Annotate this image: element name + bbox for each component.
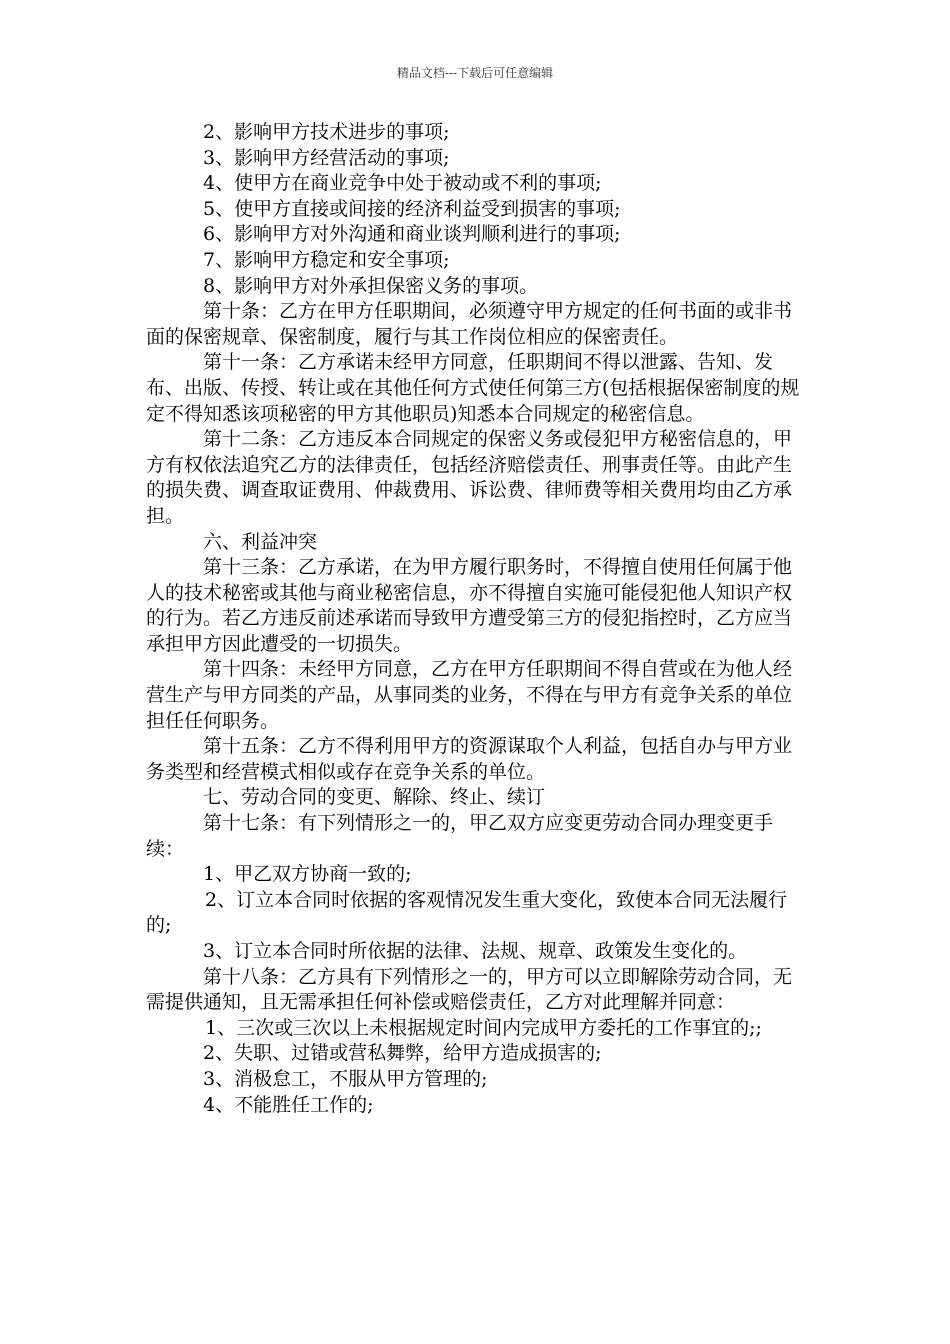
list-item: 8、影响甲方对外承担保密义务的事项。 [203,274,539,297]
list-item: 1、三次或三次以上未根据规定时间内完成甲方委托的工作事宜的;; [205,1016,762,1039]
list-item: 7、影响甲方稳定和安全事项; [203,248,450,271]
article-paragraph: 第十五条：乙方不得利用甲方的资源谋取个人利益，包括自办与甲方业务类型和经营模式相似或存在竞争关系的单位。 [146,735,793,783]
article-paragraph: 第十三条：乙方承诺，在为甲方履行职务时，不得擅自使用任何属于他人的技术秘密或其他与商业秘密信息，亦不得擅自实施可能侵犯他人知识产权的行为。若乙方违反前述承诺而导致甲方遭受第三方的侵犯指控时，乙方应当承担甲方因此遭受的一切损失。 [146,556,793,655]
document-body [146,120,806,1118]
list-item: 5、使甲方直接或间接的经济利益受到损害的事项; [203,197,621,220]
list-item: 2、订立本合同时依据的客观情况发生重大变化，致使本合同无法履行的; [146,888,788,937]
list-item: 6、影响甲方对外沟通和商业谈判顺利进行的事项; [203,223,621,246]
article-paragraph: 第十四条：未经甲方同意，乙方在甲方任职期间不得自营或在为他人经营生产与甲方同类的产品，从事同类的业务，不得在与甲方有竞争关系的单位担任任何职务。 [146,658,793,732]
list-item: 3、消极怠工，不服从甲方管理的; [203,1067,488,1090]
section-heading: 六、利益冲突 [203,530,318,553]
article-paragraph: 第十七条：有下列情形之一的，甲乙双方应变更劳动合同办理变更手续： [146,812,774,860]
list-item: 2、失职、过错或营私舞弊，给甲方造成损害的; [203,1042,602,1065]
list-item: 1、甲乙双方协商一致的; [203,863,412,886]
list-item: 3、影响甲方经营活动的事项; [203,146,450,169]
list-item: 2、影响甲方技术进步的事项; [203,121,450,143]
list-item: 3、订立本合同时所依据的法律、法规、规章、政策发生变化的。 [203,940,748,962]
section-heading: 七、劳动合同的变更、解除、终止、续订 [203,786,546,809]
article-paragraph: 第十八条：乙方具有下列情形之一的，甲方可以立即解除劳动合同，无需提供通知，且无需承担任何补偿或赔偿责任，乙方对此理解并同意： [146,965,793,1014]
page-header: 精品文档---下载后可任意编辑 [396,66,554,80]
list-item: 4、使甲方在商业竞争中处于被动或不利的事项; [203,172,602,195]
article-paragraph: 第十条：乙方在甲方任职期间，必须遵守甲方规定的任何书面的或非书面的保密规章、保密制度，履行与其工作岗位相应的保密责任。 [146,300,793,348]
article-paragraph: 第十一条：乙方承诺未经甲方同意，任职期间不得以泄露、告知、发布、出版、传授、转让或在其他任何方式使任何第三方(包括根据保密制度的规定不得知悉该项秘密的甲方其他职员)知悉本合同规定的秘密信息。 [146,351,800,425]
list-item: 4、不能胜任工作的; [203,1093,374,1116]
article-paragraph: 第十二条：乙方违反本合同规定的保密义务或侵犯甲方秘密信息的，甲方有权依法追究乙方的法律责任，包括经济赔偿责任、刑事责任等。由此产生的损失费、调查取证费用、仲裁费用、诉讼费、律师费等相关费用均由乙方承担。 [146,428,793,527]
